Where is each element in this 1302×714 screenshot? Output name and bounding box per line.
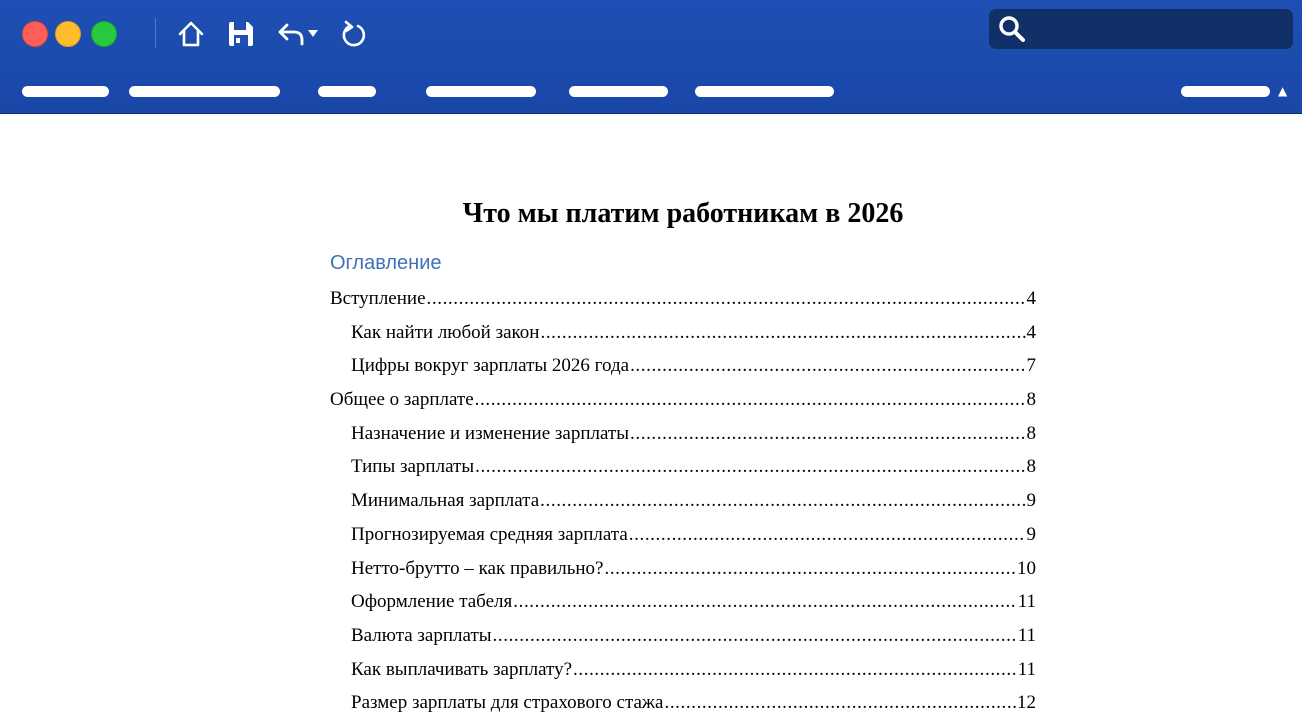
toc-entry-title: Цифры вокруг зарплаты 2026 года (351, 355, 630, 377)
toc-entry[interactable] (330, 585, 1036, 619)
toc-entry-title: Оформление табеля (351, 591, 513, 613)
title-toolbar (0, 0, 1302, 114)
toc-entry-title: Размер зарплаты для страхового стажа (351, 692, 664, 714)
toc-page-number: 11 (1017, 591, 1036, 613)
toc-dot-leader (664, 686, 1016, 714)
toc-dot-leader (573, 653, 1017, 687)
toc-entry[interactable] (330, 450, 1036, 484)
toc-dot-leader (475, 383, 1026, 417)
ribbon-tab-6[interactable] (695, 86, 834, 97)
ribbon-tab-4[interactable] (426, 86, 536, 97)
toc-entry-title: Вступление (330, 288, 426, 309)
toc-entry[interactable] (330, 349, 1036, 383)
toc-page-number: 4 (1026, 288, 1036, 309)
toc-dot-leader (513, 585, 1016, 619)
toc-entry[interactable] (330, 552, 1036, 586)
close-window-button[interactable] (22, 21, 48, 47)
toc-page-number: 8 (1026, 422, 1036, 444)
toc-dot-leader (604, 552, 1016, 586)
toc-page-number: 4 (1026, 321, 1036, 343)
toc-dot-leader (630, 417, 1025, 451)
search-icon (997, 14, 1027, 44)
toc-dot-leader (475, 450, 1025, 484)
ribbon-tab-2[interactable] (129, 86, 280, 97)
toc-entry[interactable] (330, 484, 1036, 518)
toc-entry[interactable] (330, 383, 1036, 417)
toc-entry-title: Валюта зарплаты (351, 624, 492, 646)
toc-entry-title: Назначение и изменение зарплаты (351, 422, 630, 444)
toc-entry-title: Нетто-брутто – как правильно? (351, 557, 604, 579)
toc-page-number: 8 (1026, 389, 1036, 411)
toc-page-number: 11 (1017, 624, 1036, 646)
toc-entry[interactable] (330, 518, 1036, 552)
toc-dot-leader (629, 518, 1026, 552)
collapse-ribbon-icon[interactable]: ▲ (1278, 84, 1288, 98)
ribbon-tab-3[interactable] (318, 86, 376, 97)
toc-entry-title: Как выплачивать зарплату? (351, 658, 573, 680)
toc-entry[interactable] (330, 686, 1036, 714)
toc-entry[interactable] (330, 316, 1036, 350)
table-of-contents (330, 282, 1036, 714)
toc-entry[interactable] (330, 619, 1036, 653)
toc-page-number: 9 (1026, 490, 1036, 512)
toc-entry[interactable] (330, 282, 1036, 316)
toc-page-number: 10 (1017, 557, 1036, 579)
toc-dot-leader (630, 349, 1025, 383)
toc-entry-title: Как найти любой закон (351, 321, 540, 343)
toc-dot-leader (540, 316, 1025, 350)
minimize-window-button[interactable] (55, 21, 81, 47)
toc-dot-leader (427, 282, 1026, 316)
save-icon[interactable] (224, 18, 258, 50)
toc-heading: Оглавление (330, 252, 442, 274)
toc-page-number: 12 (1017, 692, 1036, 714)
toc-page-number: 11 (1017, 658, 1036, 680)
toc-entry-title: Общее о зарплате (330, 389, 474, 411)
toc-page-number: 8 (1026, 456, 1036, 478)
home-icon[interactable] (174, 18, 208, 50)
share-button[interactable] (1181, 86, 1270, 97)
search-input[interactable] (1031, 13, 1285, 47)
toc-entry-title: Типы зарплаты (351, 456, 475, 478)
toc-entry[interactable] (330, 653, 1036, 687)
undo-icon[interactable] (274, 18, 324, 50)
toc-page-number: 7 (1026, 355, 1036, 377)
ribbon-tab-1[interactable] (22, 86, 109, 97)
document-title: Что мы платим работникам в 2026 (462, 198, 904, 229)
ribbon-tab-5[interactable] (569, 86, 668, 97)
toc-dot-leader (540, 484, 1025, 518)
toolbar-divider (155, 18, 156, 48)
toc-dot-leader (493, 619, 1017, 653)
redo-icon[interactable] (336, 18, 370, 50)
toc-entry-title: Прогнозируемая средняя зарплата (351, 523, 628, 545)
toc-entry-title: Минимальная зарплата (351, 490, 540, 512)
toc-entry[interactable] (330, 417, 1036, 451)
toc-page-number: 9 (1026, 523, 1036, 545)
document-page[interactable] (0, 114, 1302, 714)
maximize-window-button[interactable] (91, 21, 117, 47)
search-box[interactable] (989, 9, 1293, 49)
